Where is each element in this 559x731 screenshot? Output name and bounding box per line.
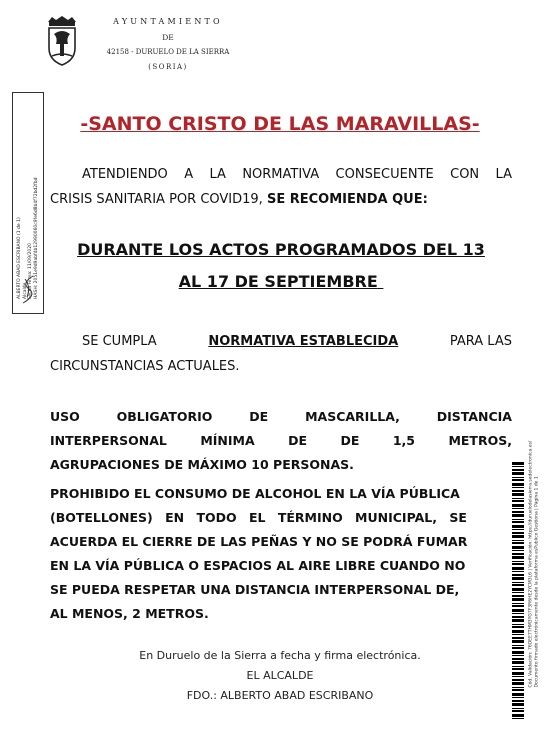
rule-2 xyxy=(50,482,512,626)
intro-line-1: ATENDIENDO A LA NORMATIVA CONSECUENTE CON LA xyxy=(82,167,512,182)
word: DISTANCIA xyxy=(436,409,512,424)
p2-c: PARA LAS xyxy=(449,334,512,349)
stamp-line-1: ALBERTO ABAD ESCRIBANO (1 de 1) xyxy=(17,217,22,299)
word: 1,5 xyxy=(392,433,415,448)
footer-line-3: FDO.: ALBERTO ABAD ESCRIBANO xyxy=(186,689,374,702)
margin-line-2: Documento firmado electrónicamente desde la plataforma esPublico Gestiona | Página 1 de 1 xyxy=(534,476,539,688)
intro-line-2-b: SE RECOMIENDA QUE: xyxy=(266,192,428,207)
word: MÍNIMA xyxy=(200,433,255,448)
rule-1-line-2 xyxy=(50,429,512,453)
stamp-line-2: Alcalde xyxy=(22,282,28,299)
word: USO xyxy=(50,409,80,424)
footer-line-1: En Duruelo de la Sierra a fecha y firma electrónica. xyxy=(139,649,421,662)
intro-line-2 xyxy=(50,187,470,212)
paragraph-2-line-2: CIRCUNSTANCIAS ACTUALES. xyxy=(50,359,240,374)
p2-a: SE CUMPLA xyxy=(82,334,157,349)
margin-validation-text xyxy=(522,440,546,692)
heading-line-1-text: DURANTE LOS ACTOS PROGRAMADOS DEL 13 xyxy=(77,240,485,259)
rule-1 xyxy=(50,405,512,477)
rule-1-line-1 xyxy=(50,405,512,429)
word: DE xyxy=(249,409,269,424)
rule-2-line-3: ACUERDA EL CIERRE DE LAS PEÑAS Y NO SE PODRÁ FUMAR xyxy=(50,534,468,549)
p2-b: NORMATIVA ESTABLECIDA xyxy=(208,334,399,349)
heading-line-2-text: AL 17 DE SEPTIEMBRE xyxy=(178,272,378,291)
rule-1-line-3: AGRUPACIONES DE MÁXIMO 10 PERSONAS. xyxy=(50,457,354,472)
paragraph-2-line-1 xyxy=(50,329,512,354)
header-de: DE xyxy=(162,33,174,42)
rule-2-line-4: EN LA VÍA PÚBLICA O ESPACIOS AL AIRE LIBRE CUANDO NO xyxy=(50,558,466,573)
header-town: 42158 - DURUELO DE LA SIERRA xyxy=(106,48,230,56)
heading-line-2 xyxy=(50,272,512,291)
document-title-text: -SANTO CRISTO DE LAS MARAVILLAS- xyxy=(80,113,480,135)
stamp-line-4: HASH: 2051e9d9abf4b12990060c9fe6d8b4f72bd2fbd xyxy=(33,177,39,299)
word: OBLIGATORIO xyxy=(116,409,213,424)
stamp-line-3: Fecha Firma: 11/09/2020 xyxy=(28,243,33,299)
word: DE xyxy=(340,433,360,448)
rule-2-line-1: PROHIBIDO EL CONSUMO DE ALCOHOL EN LA VÍA PÚBLICA xyxy=(50,486,460,501)
word: METROS, xyxy=(448,433,512,448)
rule-2-line-6: AL MENOS, 2 METROS. xyxy=(50,606,209,621)
stamp-text xyxy=(17,109,39,299)
rule-2-line-2: (BOTELLONES) EN TODO EL TÉRMINO MUNICIPAL, SE xyxy=(50,510,467,525)
word: MASCARILLA, xyxy=(305,409,400,424)
signature-stamp xyxy=(12,92,44,314)
header-province: (SORIA) xyxy=(148,63,188,71)
footer-line-2: EL ALCALDE xyxy=(246,669,314,682)
header-title: AYUNTAMIENTO xyxy=(113,17,223,26)
word: INTERPERSONAL xyxy=(50,433,167,448)
margin-line-1: Cód. Validación: 76DEE7THM3YG7F3R6HE2YCM3L6 | Verificación: https://duruelodelasierra.sedelectronica.es/ xyxy=(528,440,534,688)
municipal-crest-icon xyxy=(42,14,82,68)
intro-line-2-a: CRISIS SANITARIA POR COVID19, xyxy=(50,192,263,207)
word: DE xyxy=(288,433,308,448)
rule-2-line-5: SE PUEDA RESPETAR UNA DISTANCIA INTERPERSONAL DE, xyxy=(50,582,460,597)
paragraph-2 xyxy=(50,329,512,379)
heading-line-1 xyxy=(50,240,512,259)
document-title xyxy=(55,113,505,135)
handwritten-signature-icon xyxy=(17,273,39,307)
